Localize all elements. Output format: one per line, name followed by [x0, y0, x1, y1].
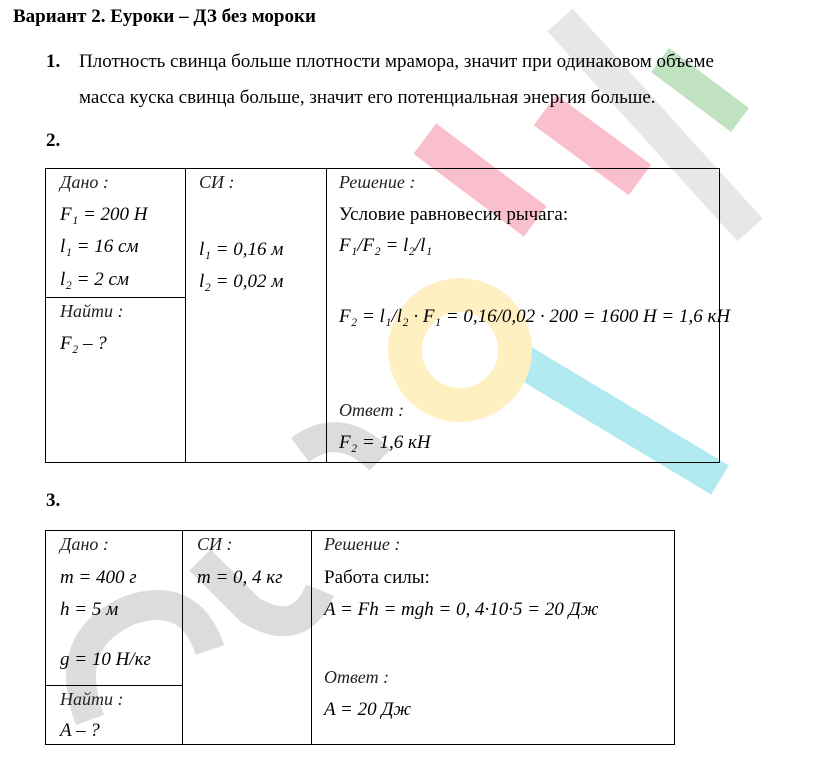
si-label: СИ [197, 534, 223, 554]
condition-text: Условие равновесия рычага: [339, 204, 569, 225]
answer-label: Ответ [339, 400, 394, 420]
find-value: F₂ – ? [60, 333, 107, 354]
problem3-given-cell: Дано : m = 400 г h = 5 м g = 10 Н/кг [46, 531, 183, 686]
given-item: h = 5 м [60, 599, 119, 620]
si-item: l₁ = 0,16 м [199, 239, 284, 260]
find-label: Найти [60, 301, 113, 321]
problem2-solution-cell: Решение : Условие равновесия рычага: F₁/F₂ = l₂/l₁ F₂ = l₁/l₂ · F₁ = 0,16/0,02 · 200 = 1600 Н = 1,6 кН Ответ : F₂ = 1,6 кН [327, 169, 720, 463]
formula-balance: F₁/F₂ = l₂/l₁ [339, 235, 433, 256]
find-value: A – ? [60, 720, 100, 741]
given-item: m = 400 г [60, 567, 137, 588]
given-item: g = 10 Н/кг [60, 649, 151, 670]
problem2-given-cell: Дано : F₁ = 200 Н l₁ = 16 см l₂ = 2 см [46, 169, 186, 298]
page-title: Вариант 2. Еуроки – ДЗ без мороки [13, 6, 316, 27]
problem1-line2: масса куска свинца больше, значит его потенциальная энергия больше. [79, 87, 656, 108]
formula-work: A = Fh = mgh = 0, 4·10·5 = 20 Дж [324, 599, 599, 620]
si-label: СИ [199, 172, 225, 192]
problem2-si-cell: СИ : l₁ = 0,16 м l₂ = 0,02 м [186, 169, 327, 463]
solution-label: Решение [324, 534, 390, 554]
problem3-solution-cell: Решение : Работа силы: A = Fh = mgh = 0, 4·10·5 = 20 Дж Ответ : A = 20 Дж [312, 531, 675, 745]
answer-label: Ответ [324, 667, 379, 687]
problem2-find-cell: Найти : F₂ – ? [46, 298, 186, 463]
work-label: Работа силы: [324, 567, 430, 588]
si-item: m = 0, 4 кг [197, 567, 283, 588]
given-item: l₂ = 2 см [60, 269, 130, 290]
answer-value: A = 20 Дж [324, 699, 412, 720]
solution-label: Решение [339, 172, 405, 192]
problem3-table [45, 530, 675, 745]
problem3-si-cell: СИ : m = 0, 4 кг [183, 531, 312, 745]
given-item: F₁ = 200 Н [60, 204, 148, 225]
problem1-line1: Плотность свинца больше плотности мрамора, значит при одинаковом объеме [79, 51, 714, 72]
given-label: Дано [60, 534, 99, 554]
problem3-number: 3. [46, 490, 61, 511]
problem2-table [45, 168, 731, 463]
problem1-number: 1. [46, 51, 61, 72]
problem2-number: 2. [46, 130, 61, 151]
si-item: l₂ = 0,02 м [199, 271, 284, 292]
given-item: l₁ = 16 см [60, 236, 139, 257]
find-label: Найти [60, 689, 113, 709]
formula-result: F₂ = l₁/l₂ · F₁ = 0,16/0,02 · 200 = 1600 Н = 1,6 кН [339, 306, 731, 327]
problem3-find-cell: Найти : A – ? [46, 686, 183, 745]
answer-value: F₂ = 1,6 кН [339, 432, 431, 453]
given-label: Дано [60, 172, 99, 192]
